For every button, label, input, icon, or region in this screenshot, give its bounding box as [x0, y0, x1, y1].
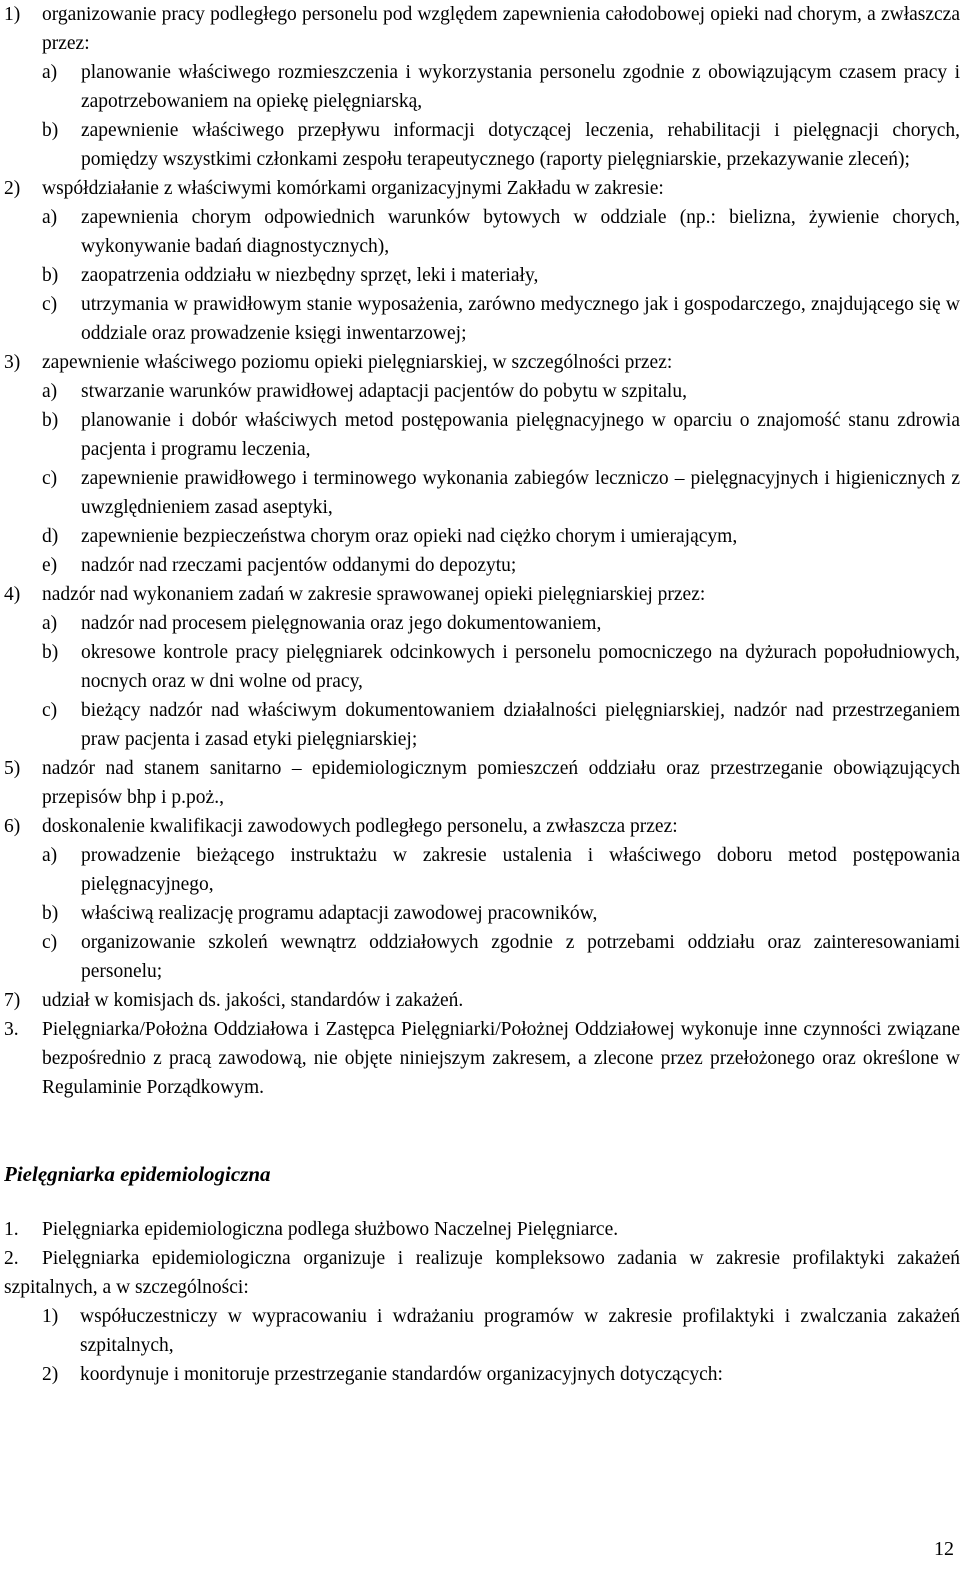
list-item [0, 754, 960, 812]
item-text: prowadzenie bieżącego instruktażu w zakresie ustalenia i właściwego doboru metod postępowania pielęgnacyjnego, [81, 845, 960, 895]
item-text: utrzymania w prawidłowym stanie wyposażenia, zarówno medycznego jak i gospodarczego, znajdującego się w oddziale oraz prowadzenie księgi inwentarzowej; [81, 294, 960, 344]
item-text: Pielęgniarka epidemiologiczna organizuje i realizuje kompleksowo zadania w zakresie profilaktyki zakażeń szpitalnych, a w szczególności: [4, 1248, 960, 1298]
item-text: bieżący nadzór nad właściwym dokumentowaniem działalności pielęgniarskiej, nadzór nad przestrzeganiem praw pacjenta i zasad etyki pielęgniarskiej; [81, 700, 960, 750]
item-text: zapewnienie właściwego poziomu opieki pielęgniarskiej, w szczególności przez: [42, 352, 673, 373]
list-item [0, 377, 960, 406]
list-item [0, 261, 960, 290]
item-number: 2) [42, 1364, 59, 1385]
item-text: zapewnienie bezpieczeństwa chorym oraz opieki nad ciężko chorym i umierającym, [81, 526, 738, 547]
item-text: zaopatrzenia oddziału w niezbędny sprzęt, leki i materiały, [81, 265, 539, 286]
item-text: planowanie właściwego rozmieszczenia i wykorzystania personelu zgodnie z obowiązującym czasem pracy i zapotrzebowaniem na opiekę pielęgniarską, [81, 62, 960, 112]
item-number: 6) [4, 816, 21, 837]
list-item [0, 1302, 960, 1360]
item-text: zapewnienia chorym odpowiednich warunków bytowych w oddziale (np.: bielizna, żywienie chorych, wykonywanie badań diagnostycznych), [81, 207, 960, 257]
item-number: 4) [4, 584, 21, 605]
item-number: c) [42, 700, 58, 721]
item-number: 5) [4, 758, 21, 779]
item-text: współdziałanie z właściwymi komórkami organizacyjnymi Zakładu w zakresie: [42, 178, 664, 199]
list-item [0, 290, 960, 348]
item-number: b) [42, 265, 59, 286]
item-number: 7) [4, 990, 21, 1011]
item-number: 2) [4, 178, 21, 199]
item-text: koordynuje i monitoruje przestrzeganie standardów organizacyjnych dotyczących: [80, 1364, 723, 1385]
item-number: 1) [42, 1306, 59, 1327]
list-item [0, 116, 960, 174]
item-text: okresowe kontrole pracy pielęgniarek odcinkowych i personelu pomocniczego na dyżurach popołudniowych, nocnych oraz w dni wolne od pracy, [81, 642, 960, 692]
item-text: nadzór nad rzeczami pacjentów oddanymi do depozytu; [81, 555, 517, 576]
list-item [0, 1360, 960, 1389]
list-item [0, 899, 960, 928]
list-item [0, 551, 960, 580]
item-text: nadzór nad wykonaniem zadań w zakresie sprawowanej opieki pielęgniarskiej przez: [42, 584, 706, 605]
item-number: 1. [4, 1219, 19, 1240]
list-item [0, 1015, 960, 1102]
list-item [0, 812, 960, 841]
list-item [0, 58, 960, 116]
item-number: 3) [4, 352, 21, 373]
list-item [0, 841, 960, 899]
list-item [0, 406, 960, 464]
item-number: c) [42, 468, 58, 489]
item-number: b) [42, 120, 59, 141]
item-number: b) [42, 903, 59, 924]
item-text: udział w komisjach ds. jakości, standardów i zakażeń. [42, 990, 464, 1011]
item-text: nadzór nad stanem sanitarno – epidemiologicznym pomieszczeń oddziału oraz przestrzeganie obowiązujących przepisów bhp i p.poż., [42, 758, 960, 808]
item-number: 1) [4, 4, 21, 25]
list-item [0, 928, 960, 986]
list-item [0, 0, 960, 58]
list-item [0, 174, 960, 203]
item-number: a) [42, 845, 58, 866]
item-text: właściwą realizację programu adaptacji zawodowej pracowników, [81, 903, 598, 924]
item-number: d) [42, 526, 59, 547]
item-number: b) [42, 642, 59, 663]
item-number: 2. [4, 1248, 19, 1269]
list-item [0, 609, 960, 638]
item-number: b) [42, 410, 59, 431]
list-item [0, 464, 960, 522]
list-item [0, 348, 960, 377]
list-item [0, 1244, 960, 1302]
item-number: a) [42, 381, 58, 402]
list-item [0, 696, 960, 754]
item-number: a) [42, 207, 58, 228]
item-number: a) [42, 613, 58, 634]
item-text: organizowanie pracy podległego personelu pod względem zapewnienia całodobowej opieki nad chorym, a zwłaszcza przez: [42, 4, 960, 54]
section-heading: Pielęgniarka epidemiologiczna [4, 1162, 271, 1186]
page-number: 12 [934, 1538, 954, 1560]
item-text: zapewnienie prawidłowego i terminowego wykonania zabiegów leczniczo – pielęgnacyjnych i higienicznych z uwzględnieniem zasad aseptyki, [81, 468, 960, 518]
item-number: a) [42, 62, 58, 83]
list-item [0, 986, 960, 1015]
list-item [0, 638, 960, 696]
item-text: stwarzanie warunków prawidłowej adaptacji pacjentów do pobytu w szpitalu, [81, 381, 687, 402]
list-item [0, 580, 960, 609]
item-text: Pielęgniarka epidemiologiczna podlega służbowo Naczelnej Pielęgniarce. [42, 1219, 619, 1240]
item-text: Pielęgniarka/Położna Oddziałowa i Zastępca Pielęgniarki/Położnej Oddziałowej wykonuje inne czynności związane bezpośrednio z pracą zawodową, nie objęte niniejszym zakresem, a zlecone przez przełożonego oraz określone w Regulaminie Porządkowym. [42, 1019, 960, 1098]
item-number: e) [42, 555, 58, 576]
item-text: doskonalenie kwalifikacji zawodowych podległego personelu, a zwłaszcza przez: [42, 816, 678, 837]
section-epidemiology-nurse [0, 1215, 960, 1389]
item-text: nadzór nad procesem pielęgnowania oraz jego dokumentowaniem, [81, 613, 602, 634]
list-item [0, 203, 960, 261]
item-number: 3. [4, 1019, 19, 1040]
item-number: c) [42, 294, 58, 315]
list-item [0, 522, 960, 551]
item-text: organizowanie szkoleń wewnątrz oddziałowych zgodnie z potrzebami oddziału oraz zainteresowaniami personelu; [81, 932, 960, 982]
item-number: c) [42, 932, 58, 953]
item-text: współuczestniczy w wypracowaniu i wdrażaniu programów w zakresie profilaktyki i zwalczania zakażeń szpitalnych, [80, 1306, 960, 1356]
list-item [0, 1215, 960, 1244]
item-text: planowanie i dobór właściwych metod postępowania pielęgnacyjnego w oparciu o znajomość stanu zdrowia pacjenta i programu leczenia, [81, 410, 960, 460]
item-text: zapewnienie właściwego przepływu informacji dotyczącej leczenia, rehabilitacji i pielęgnacji chorych, pomiędzy wszystkimi członkami zespołu terapeutycznego (raporty pielęgniarskie, przekazywanie zleceń); [81, 120, 960, 170]
